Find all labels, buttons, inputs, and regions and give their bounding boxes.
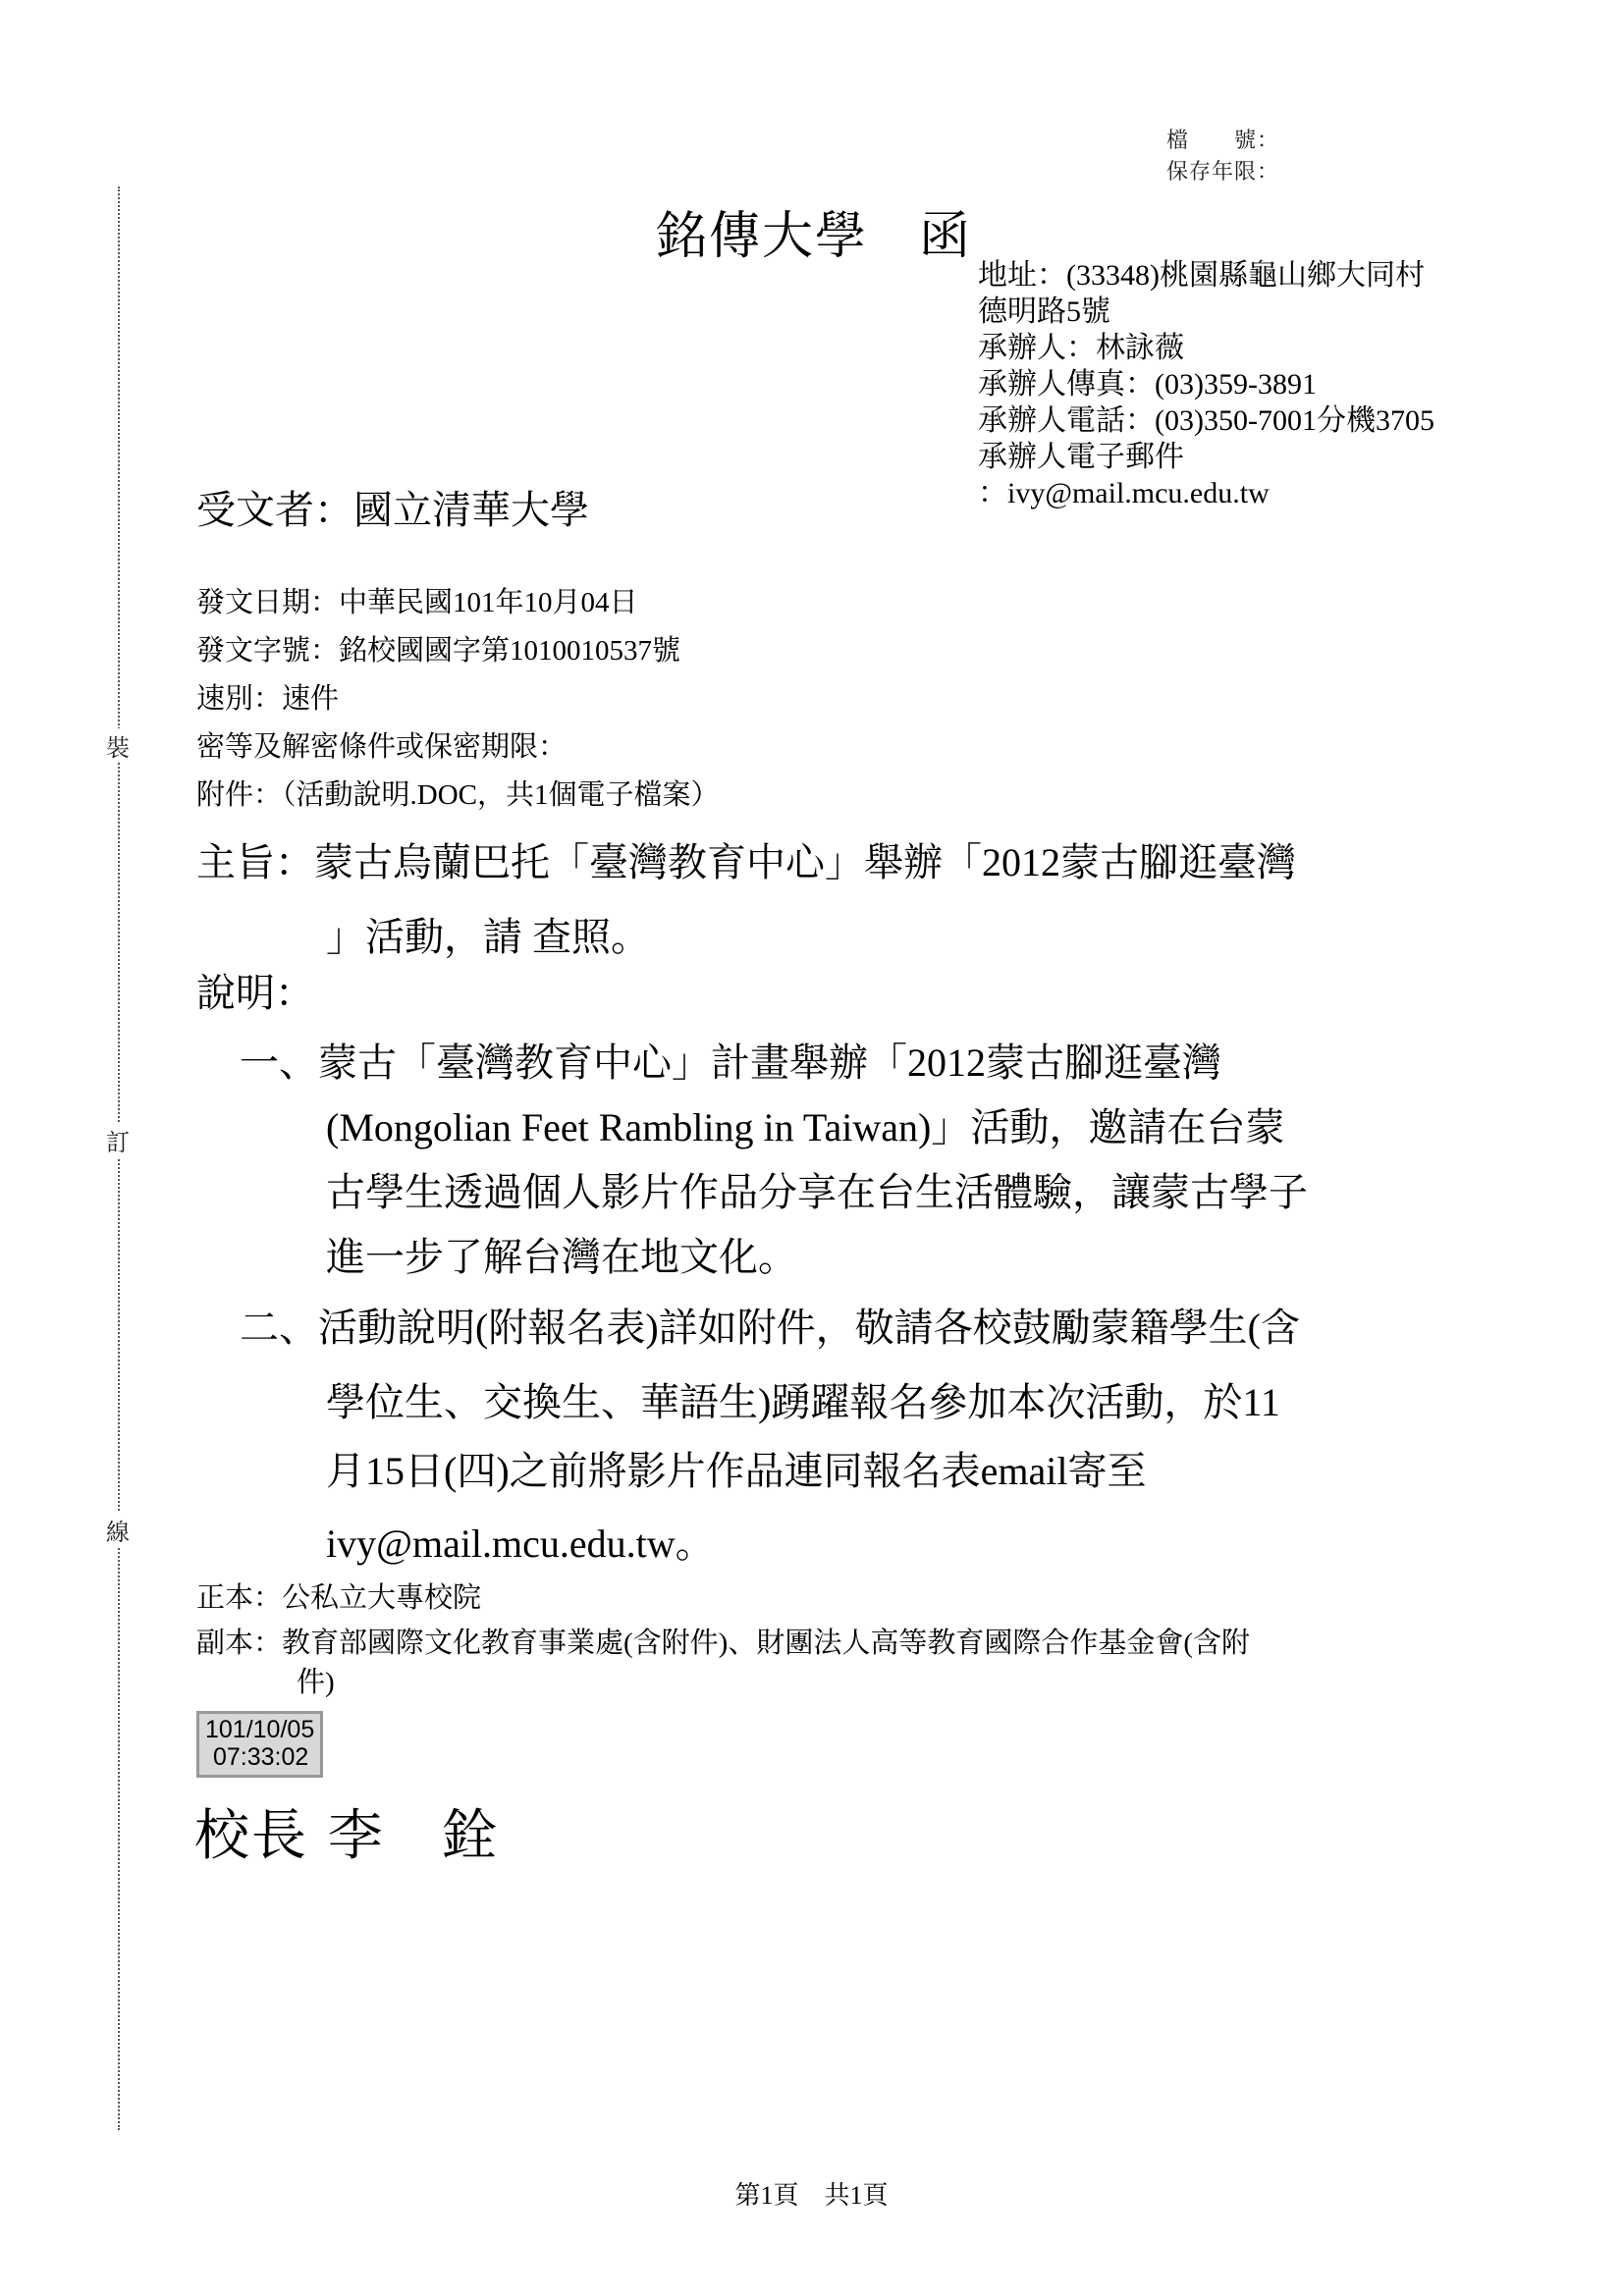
original-recipients: 正本：公私立大專校院 <box>196 1582 482 1614</box>
timestamp-stamp <box>196 1711 323 1778</box>
stamp-time: 07:33:02 <box>213 1743 309 1771</box>
explanation-item-2-line-4: ivy@mail.mcu.edu.tw。 <box>326 1522 715 1566</box>
recipient-line: 受文者：國立清華大學 <box>196 488 589 533</box>
explanation-item-2-line-1: 二、活動說明(附報名表)詳如附件，敬請各校鼓勵蒙籍學生(含 <box>240 1306 1300 1350</box>
organization-name: 銘傳大學 <box>656 207 869 266</box>
explanation-item-1-line-1: 一、蒙古「臺灣教育中心」計畫舉辦「2012蒙古腳逛臺灣 <box>240 1041 1221 1085</box>
meta-block <box>196 579 719 820</box>
document-type: 函 <box>919 207 973 266</box>
explanation-item-2-line-3: 月15日(四)之前將影片作品連同報名表email寄至 <box>326 1449 1147 1493</box>
subject-line-1: 主旨：蒙古烏蘭巴托「臺灣教育中心」舉辦「2012蒙古腳逛臺灣 <box>196 840 1296 884</box>
contact-phone: 承辦人電話：(03)350-7001分機3705 <box>978 404 1434 437</box>
contact-address: 地址：(33348)桃園縣龜山鄉大同村德明路5號 <box>978 259 1425 328</box>
contact-fax: 承辦人傳真：(03)359-3891 <box>978 368 1317 400</box>
contact-handler: 承辦人：林詠薇 <box>978 332 1184 364</box>
attachment-info: 附件：（活動說明.DOC，共1個電子檔案） <box>196 779 720 811</box>
retention-period-label: 保存年限： <box>1166 160 1280 185</box>
letterhead-title <box>656 194 972 268</box>
binding-dotted-line <box>118 187 120 2130</box>
explanation-item-1-line-2: (Mongolian Feet Rambling in Taiwan)」活動，邀請在台蒙 <box>326 1105 1285 1149</box>
delivery-speed: 速別：速件 <box>196 683 340 715</box>
explanation-item-1-line-4: 進一步了解台灣在地文化。 <box>326 1235 797 1279</box>
file-number-label: 檔 號： <box>1166 129 1280 153</box>
contact-email-label: 承辦人電子郵件 <box>978 441 1184 473</box>
explanation-heading: 說明： <box>196 971 314 1015</box>
explanation-item-2-line-2: 學位生、交換生、華語生)踴躍報名參加本次活動，於11 <box>326 1380 1280 1424</box>
security-level: 密等及解密條件或保密期限： <box>196 731 568 763</box>
president-signature: 校長 李 銓 <box>194 1804 499 1868</box>
binding-mark-zhuang: 裝 <box>102 728 134 763</box>
contact-block <box>978 257 1439 511</box>
stamp-date: 101/10/05 <box>205 1716 315 1743</box>
copy-recipients-line-2: 件) <box>297 1667 335 1698</box>
binding-mark-ding: 訂 <box>102 1123 134 1157</box>
subject-line-2: 」活動，請 查照。 <box>326 915 650 959</box>
binding-mark-xian: 線 <box>102 1513 134 1547</box>
document-number: 發文字號：銘校國國字第1010010537號 <box>196 635 681 667</box>
contact-email: ：ivy@mail.mcu.edu.tw <box>978 477 1270 509</box>
issue-date: 發文日期：中華民國101年10月04日 <box>196 587 638 618</box>
page-footer: 第1頁 共1頁 <box>734 2181 889 2210</box>
copy-recipients-line-1: 副本：教育部國際文化教育事業處(含附件)、財團法人高等教育國際合作基金會(含附 <box>196 1628 1250 1659</box>
explanation-item-1-line-3: 古學生透過個人影片作品分享在台生活體驗，讓蒙古學子 <box>326 1170 1308 1214</box>
